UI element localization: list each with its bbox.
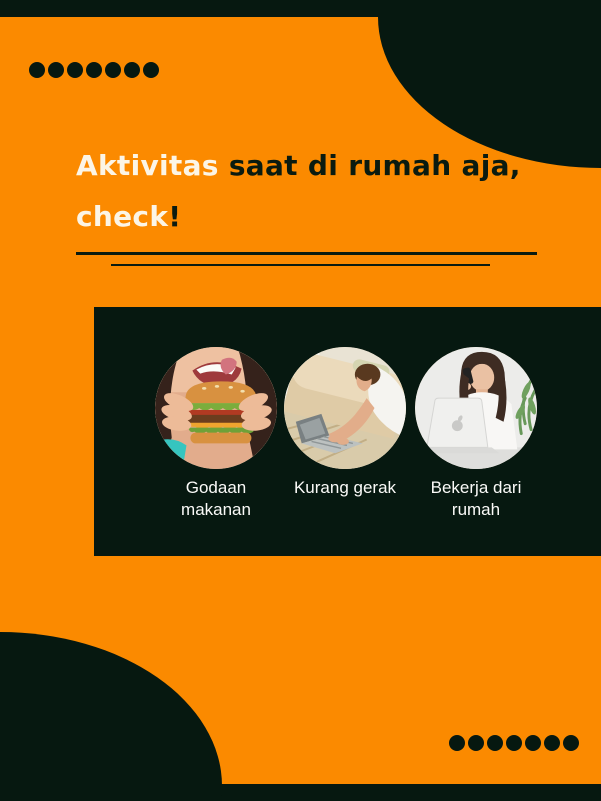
woman-eating-burger-photo <box>155 347 277 469</box>
dot <box>544 735 560 751</box>
woman-eating-burger-illustration <box>155 347 277 469</box>
woman-on-phone-illustration <box>415 347 537 469</box>
activity-caption: Godaan makanan <box>181 478 251 519</box>
dot <box>124 62 140 78</box>
man-lying-on-couch-illustration <box>284 347 406 469</box>
activities-panel <box>94 307 601 556</box>
dots-decoration-bottom-right <box>449 735 579 751</box>
dot <box>29 62 45 78</box>
man-lying-on-couch-with-laptop-photo <box>284 347 406 469</box>
dot <box>487 735 503 751</box>
title-line2-exclamation: ! <box>168 200 182 233</box>
dot <box>48 62 64 78</box>
woman-on-phone-with-laptop-photo <box>415 347 537 469</box>
page-title <box>76 140 556 242</box>
divider-line-1 <box>76 252 537 255</box>
activity-card-bekerja-dari-rumah <box>415 347 537 521</box>
dot <box>67 62 83 78</box>
dots-decoration-top-left <box>29 62 159 78</box>
dot <box>525 735 541 751</box>
activity-caption: Kurang gerak <box>293 478 397 497</box>
dot <box>143 62 159 78</box>
dot <box>468 735 484 751</box>
dot <box>105 62 121 78</box>
activity-card-kurang-gerak <box>284 347 406 499</box>
title-highlight-aktivitas: Aktivitas <box>76 149 219 182</box>
title-line2-word: check <box>76 200 169 233</box>
dot <box>86 62 102 78</box>
activity-card-godaan-makanan <box>155 347 277 521</box>
activity-caption: Bekerja dari rumah <box>430 478 522 519</box>
dot <box>449 735 465 751</box>
title-rest-line1: saat di rumah aja, <box>218 149 521 182</box>
dot <box>506 735 522 751</box>
divider-line-2 <box>111 264 490 266</box>
dot <box>563 735 579 751</box>
